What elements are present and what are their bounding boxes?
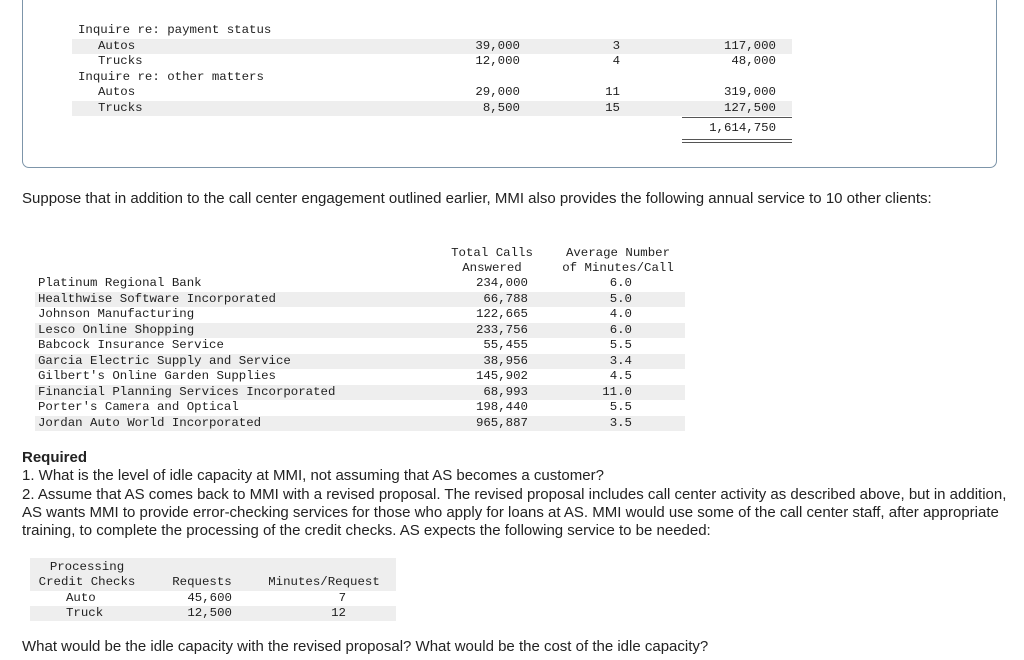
client-row: [35, 369, 685, 385]
question-2: 2. Assume that AS comes back to MMI with a revised proposal. The revised proposal includes call center activity as described above, but in addition, AS wants MMI to provide error-checking services for those who apply for loans at AS. MMI would use some of the call center staff, after appropriate training, to complete the processing of the credit checks. AS expects the following service to be needed:: [22, 486, 1007, 539]
subtotal-rule: [682, 117, 792, 118]
processing-row-requests: 45,600: [187, 591, 232, 605]
client-name: Platinum Regional Bank: [38, 276, 202, 290]
processing-table: [30, 558, 396, 621]
processing-row-minutes: 12: [331, 606, 346, 620]
table-row: [0, 101, 800, 116]
client-row: [35, 385, 685, 401]
client-total-calls: 66,788: [483, 291, 528, 306]
client-total-calls: 234,000: [475, 276, 528, 290]
client-name: Porter's Camera and Optical: [38, 400, 239, 414]
row-value-b: 3: [612, 38, 620, 53]
row-label: Autos: [98, 85, 136, 99]
processing-row-minutes: 7: [338, 591, 346, 605]
client-row: [35, 292, 685, 308]
row-label: Inquire re: payment status: [78, 23, 272, 37]
row-value-c: 48,000: [731, 54, 776, 68]
row-label: Trucks: [98, 54, 143, 68]
client-total-calls: 198,440: [475, 400, 528, 414]
client-average-minutes: 4.0: [609, 307, 632, 321]
row-value-a: 39,000: [475, 38, 520, 53]
row-value-c: 127,500: [723, 100, 776, 115]
row-value-a: 29,000: [475, 85, 520, 99]
col-header-average-minutes: Average Number of Minutes/Call: [562, 246, 674, 275]
client-name: Garcia Electric Supply and Service: [38, 353, 291, 368]
table-row: [0, 39, 800, 54]
client-name: Lesco Online Shopping: [38, 322, 195, 337]
client-total-calls: 55,455: [483, 338, 528, 352]
client-row: [35, 307, 685, 323]
client-total-calls: 38,956: [483, 353, 528, 368]
table-row: [0, 85, 800, 100]
row-value-c: 319,000: [723, 85, 776, 99]
question-1: 1. What is the level of idle capacity at MMI, not assuming that AS becomes a customer?: [22, 467, 604, 484]
client-name: Jordan Auto World Incorporated: [38, 415, 262, 430]
row-value-a: 12,000: [475, 54, 520, 68]
client-average-minutes: 6.0: [609, 276, 632, 290]
client-total-calls: 965,887: [475, 415, 528, 430]
processing-row-label: Truck: [66, 606, 104, 620]
total-double-rule: [682, 139, 792, 143]
row-value-c: 117,000: [723, 38, 776, 53]
client-row: [35, 354, 685, 370]
client-row: [35, 323, 685, 339]
client-name: Healthwise Software Incorporated: [38, 291, 276, 306]
intro-paragraph: Suppose that in addition to the call center engagement outlined earlier, MMI also provides the following annual service to 10 other clients:: [22, 190, 932, 207]
client-row: [35, 338, 685, 354]
row-value-b: 4: [612, 54, 620, 68]
processing-header-minutes: Minutes/Request: [268, 575, 380, 589]
row-label: Trucks: [98, 100, 143, 115]
client-total-calls: 68,993: [483, 384, 528, 399]
client-name: Financial Planning Services Incorporated: [38, 384, 336, 399]
row-value-b: 15: [605, 100, 620, 115]
client-average-minutes: 4.5: [609, 369, 632, 383]
row-label: Autos: [98, 38, 136, 53]
client-total-calls: 233,756: [475, 322, 528, 337]
client-average-minutes: 6.0: [609, 322, 632, 337]
table-row: [0, 54, 800, 69]
table-row: [0, 23, 800, 38]
client-average-minutes: 3.5: [609, 415, 632, 430]
row-value-a: 8,500: [482, 100, 520, 115]
client-average-minutes: 5.5: [609, 400, 632, 414]
processing-row-label: Auto: [66, 591, 96, 605]
col-header-total-calls: Total Calls Answered: [451, 246, 533, 275]
client-row: [35, 276, 685, 292]
table-total: 1,614,750: [709, 121, 776, 135]
client-name: Babcock Insurance Service: [38, 338, 224, 352]
client-total-calls: 145,902: [475, 369, 528, 383]
table-row: [0, 70, 800, 85]
client-row: [35, 416, 685, 432]
table-total-row: [682, 121, 792, 136]
row-label: Inquire re: other matters: [78, 69, 264, 84]
client-average-minutes: 5.5: [609, 338, 632, 352]
client-total-calls: 122,665: [475, 307, 528, 321]
processing-header-requests: Requests: [172, 575, 232, 589]
client-average-minutes: 3.4: [609, 353, 632, 368]
final-question: What would be the idle capacity with the revised proposal? What would be the cost of the idle capacity?: [22, 638, 709, 655]
processing-header-label: Processing Credit Checks: [38, 560, 136, 589]
required-heading: Required: [22, 449, 88, 466]
processing-row-requests: 12,500: [187, 606, 232, 620]
client-average-minutes: 11.0: [602, 384, 632, 399]
client-row: [35, 400, 685, 416]
client-name: Johnson Manufacturing: [38, 307, 195, 321]
client-average-minutes: 5.0: [609, 291, 632, 306]
row-value-b: 11: [605, 85, 620, 99]
client-name: Gilbert's Online Garden Supplies: [38, 369, 276, 383]
